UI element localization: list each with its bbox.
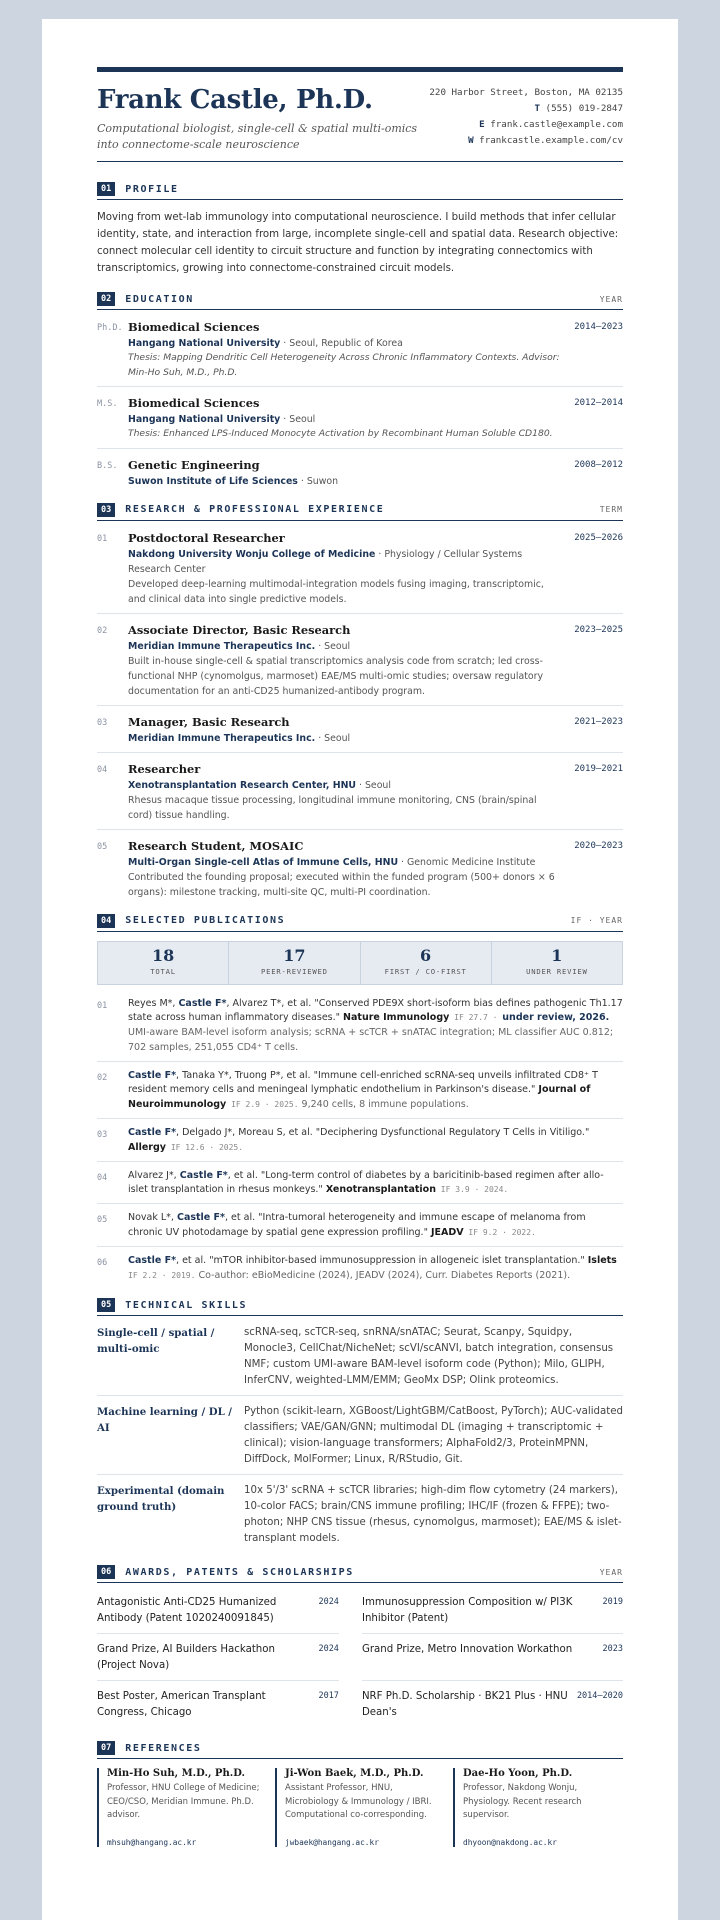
experience-entry <box>97 838 623 906</box>
entry-body <box>128 622 563 699</box>
education-entry <box>97 395 623 449</box>
skill-items: Python (scikit-learn, XGBoost/LightGBM/CatBoost, PyTorch); AUC-validated classifiers; VAE/GAN/GNN; multimodal DL (imaging + transcriptomic + clinical); vision-language transformers; AlphaFold2/3, ProteinMPNN, DiffDock, MolFormer; Linux, R/RStudio, Git. <box>244 1406 623 1466</box>
paper-title: "Deciphering Dysfunctional Regulatory T Cells in Vitiligo." <box>315 1127 590 1139</box>
organization-name: Meridian Immune Therapeutics Inc. <box>128 640 316 652</box>
entry-body <box>128 530 563 607</box>
profile-text: Moving from wet-lab immunology into computational neuroscience. I build methods that infer cellular identity, state, and interaction from large, incomplete single-cell and spatial data. Research objective: connect molecular cell identity to circuit structure and function by integrating connectomics with transcriptomics, growing into connectome-constrained circuit models. <box>97 212 619 274</box>
publication-stat <box>361 942 492 984</box>
tagline: Computational biologist, single-cell & spatial multi-omics into connectome-scale neuroscience <box>97 122 418 151</box>
section-number: 02 <box>97 292 115 306</box>
entry-index: 04 <box>97 1172 108 1183</box>
entry-index: 05 <box>97 841 108 852</box>
entry-index: 02 <box>97 625 108 636</box>
publication-note: 9,240 cells, 8 immune populations. <box>298 1099 469 1111</box>
degree-label: Ph.D. <box>97 323 123 333</box>
education-entry <box>97 457 623 495</box>
experience-entry <box>97 530 623 614</box>
organization-dept: · Seoul <box>315 732 351 744</box>
stat-value: 6 <box>420 945 432 965</box>
date-range: 2025–2026 <box>574 532 623 543</box>
citation <box>128 1254 623 1284</box>
organization-line <box>128 731 563 746</box>
publication-entry <box>97 1126 623 1162</box>
paper-title: "Immune cell-enriched scRNA-seq unveils infiltrated CD8⁺ T resident memory cells and meningeal lymphatic endothelium in Parkinson's disease." <box>128 1069 598 1096</box>
author-highlight: Castle F* <box>128 1069 177 1081</box>
degree-label: M.S. <box>97 399 118 409</box>
education-section <box>97 292 623 495</box>
entry-index: 05 <box>97 1215 108 1226</box>
authors-after: , et al. <box>227 1169 261 1181</box>
skills-list <box>97 1325 623 1553</box>
date-range: 2014–2023 <box>574 322 623 332</box>
email-link[interactable]: frank.castle@example.com <box>490 119 623 130</box>
resume-content <box>97 67 623 1847</box>
award-name: Antagonistic Anti-CD25 Humanized Antibody (Patent 1020240091845) <box>97 1597 277 1625</box>
references-section <box>97 1741 623 1847</box>
award-item <box>97 1686 339 1728</box>
award-year: 2024 <box>318 1644 339 1655</box>
paper-title: "Intra-tumoral heterogeneity and immune escape of melanoma from chronic UV photodamage by spatial gene expression profiling." <box>128 1212 586 1239</box>
job-title: Researcher <box>128 761 201 776</box>
reference-role: Professor, HNU College of Medicine; CEO/CSO, Meridian Immune. Ph.D. advisor. <box>107 1783 260 1821</box>
publication-entry <box>97 1254 623 1289</box>
section-header <box>97 1741 623 1759</box>
website-link[interactable]: frankcastle.example.com/cv <box>479 135 623 146</box>
authors-before: Reyes M*, <box>128 997 179 1009</box>
award-name: Best Poster, American Transplant Congress, Chicago <box>97 1691 266 1719</box>
contact-block <box>429 85 623 161</box>
skill-category: Experimental (domain ground truth) <box>97 1485 225 1514</box>
award-item <box>362 1639 623 1681</box>
organization-name: Multi-Organ Single-cell Atlas of Immune Cells, HNU <box>128 856 399 868</box>
institution-location: · Seoul <box>280 414 316 425</box>
web-label: W <box>468 135 474 146</box>
impact-factor-year: IF 12.6 · 2025. <box>166 1142 244 1152</box>
citation <box>128 1169 623 1199</box>
organization-line <box>128 547 563 577</box>
section-title: REFERENCES <box>125 1742 202 1754</box>
award-name: Immunosuppression Composition w/ PI3K Inhibitor (Patent) <box>361 1597 573 1625</box>
references-list <box>97 1768 623 1847</box>
section-header <box>97 292 623 310</box>
entry-body <box>128 319 563 380</box>
email-line <box>429 117 623 133</box>
skills-section <box>97 1298 623 1553</box>
award-item <box>362 1686 623 1728</box>
phone-label: T <box>534 103 540 114</box>
stat-label: UNDER REVIEW <box>526 966 588 976</box>
author-highlight: Castle F* <box>128 1127 177 1139</box>
institution-line <box>128 474 563 489</box>
entry-index: 03 <box>97 1130 108 1141</box>
skill-items: 10x 5'/3' scRNA + scTCR libraries; high-dim flow cytometry (24 markers), 10-color FACS; brain/CNS immune profiling; IHC/IF (frozen & FFPE); two-photon; NHP CNS tissue (rhesus, cynomolgus, marmoset); EAE/MS & islet-transplant models. <box>244 1485 622 1545</box>
stat-value: 1 <box>551 945 563 965</box>
publication-stat <box>229 942 360 984</box>
impact-factor-year: IF 27.7 · <box>449 1013 503 1023</box>
section-title: PROFILE <box>125 183 179 195</box>
experience-section <box>97 503 623 906</box>
publication-entry <box>97 1211 623 1247</box>
entry-index: 06 <box>97 1257 108 1268</box>
address: 220 Harbor Street, Boston, MA 02135 <box>429 87 623 98</box>
impact-factor-year: IF 2.2 · 2019. <box>128 1270 196 1280</box>
section-title: SELECTED PUBLICATIONS <box>125 915 286 926</box>
institution-line <box>128 336 563 351</box>
experience-entry <box>97 761 623 830</box>
resume-page <box>42 19 678 1920</box>
paper-title: "mTOR inhibitor-based immunosuppression in allogeneic islet transplantation." <box>209 1254 588 1266</box>
section-header <box>97 182 623 200</box>
education-list <box>97 319 623 495</box>
skill-row <box>97 1325 623 1396</box>
section-column-label: YEAR <box>599 1567 623 1577</box>
award-year: 2017 <box>318 1691 339 1702</box>
entry-body <box>128 714 563 746</box>
section-number: 06 <box>97 1565 115 1579</box>
stat-label: FIRST / CO-FIRST <box>384 966 467 976</box>
author-highlight: Castle F* <box>178 997 227 1009</box>
job-description: Developed deep-learning multimodal-integration models fusing imaging, transcriptomic, and clinical data into single predictive models. <box>128 578 544 605</box>
publication-status: under review, 2026. <box>502 1012 610 1024</box>
publication-stat <box>492 942 622 984</box>
field-of-study: Genetic Engineering <box>128 457 260 472</box>
top-rule <box>97 67 623 72</box>
institution-name: Suwon Institute of Life Sciences <box>128 475 298 487</box>
skill-row <box>97 1483 623 1553</box>
reference-name: Dae-Ho Yoon, Ph.D. <box>463 1768 573 1780</box>
author-highlight: Castle F* <box>128 1254 177 1266</box>
entry-index: 01 <box>97 533 108 544</box>
organization-name: Nakdong University Wonju College of Medicine <box>128 548 376 560</box>
job-title: Postdoctoral Researcher <box>128 530 285 545</box>
institution-line <box>128 412 563 427</box>
award-item <box>97 1592 339 1634</box>
award-name: Grand Prize, Metro Innovation Workathon <box>361 1644 573 1656</box>
authors-before: Alvarez J*, <box>128 1169 180 1181</box>
reference-email[interactable]: mhsuh@hangang.ac.kr <box>107 1838 197 1848</box>
citation <box>128 1126 623 1156</box>
publication-entry <box>97 997 623 1062</box>
section-column-label: YEAR <box>599 294 623 304</box>
experience-entry <box>97 714 623 753</box>
institution-name: Hangang National University <box>128 414 281 425</box>
publication-stats <box>97 941 623 985</box>
reference-card <box>453 1768 623 1847</box>
job-title: Research Student, MOSAIC <box>128 838 304 853</box>
entry-index: 04 <box>97 764 108 775</box>
reference-card <box>275 1768 445 1847</box>
skill-category: Machine learning / DL / AI <box>97 1406 232 1435</box>
journal-name: JEADV <box>430 1227 464 1239</box>
entry-body <box>128 457 563 489</box>
organization-dept: · Seoul <box>315 640 351 652</box>
organization-line <box>128 855 563 870</box>
reference-name: Ji-Won Baek, M.D., Ph.D. <box>285 1768 424 1780</box>
skill-category: Single-cell / spatial / multi-omic <box>97 1327 215 1356</box>
award-year: 2019 <box>602 1597 623 1608</box>
authors-after: , et al. <box>225 1212 259 1224</box>
journal-name: Nature Immunology <box>343 1012 450 1024</box>
entry-body <box>128 761 563 823</box>
date-range: 2008–2012 <box>574 459 623 470</box>
date-range: 2020–2023 <box>574 840 623 851</box>
organization-name: Xenotransplantation Research Center, HNU <box>128 779 357 791</box>
paper-title: "Long-term control of diabetes by a baricitinib-based regimen after allo-islet transplantation in rhesus monkeys." <box>128 1169 604 1196</box>
organization-dept: · Physiology / Cellular Systems Research Center <box>128 548 523 575</box>
date-range: 2023–2025 <box>574 624 623 635</box>
organization-line <box>128 639 563 654</box>
award-year: 2023 <box>602 1644 623 1655</box>
section-header <box>97 914 623 932</box>
authors-after: , Alvarez T*, et al. <box>226 997 315 1009</box>
thesis-text: Thesis: Enhanced LPS-Induced Monocyte Activation by Recombinant Human Soluble CD180. <box>128 428 553 439</box>
web-line <box>429 133 623 149</box>
section-number: 07 <box>97 1741 115 1755</box>
citation <box>128 1069 623 1113</box>
section-number: 03 <box>97 503 115 517</box>
reference-email[interactable]: dhyoon@nakdong.ac.kr <box>463 1838 557 1848</box>
section-number: 05 <box>97 1298 115 1312</box>
publication-list <box>97 997 623 1289</box>
award-year: 2024 <box>318 1597 339 1608</box>
journal-name: Journal of Neuroimmunology <box>128 1084 591 1111</box>
job-description: Built in-house single-cell & spatial transcriptomics analysis code from scratch; led cross-functional NHP (cynomolgus, marmoset) EAE/MS multi-omic studies; oversaw regulatory documentation for an anti-CD25 humanized-antibody program. <box>128 655 544 697</box>
section-column-label: TERM <box>599 505 623 514</box>
identity-block <box>97 82 427 161</box>
authors-after: , et al. <box>176 1254 210 1266</box>
candidate-name: Frank Castle, Ph.D. <box>97 85 373 115</box>
publication-entry <box>97 1169 623 1205</box>
reference-name: Min-Ho Suh, M.D., Ph.D. <box>107 1768 245 1780</box>
award-item <box>97 1639 339 1681</box>
award-name: Grand Prize, AI Builders Hackathon (Project Nova) <box>97 1644 275 1672</box>
stat-value: 17 <box>283 945 306 965</box>
section-header <box>97 1565 623 1583</box>
skill-items: scRNA-seq, scTCR-seq, snRNA/snATAC; Seurat, Scanpy, Squidpy, Monocle3, CellChat/NicheNet; scVI/scANVI, batch integration, consensus NMF; custom UMI-aware BAM-level isoform code (Python); Milo, GLIPH, InferCNV, weighted-LMM/EMM; GeoMx DSP; Olink proteomics. <box>244 1327 614 1387</box>
experience-list <box>97 530 623 906</box>
authors-after: , Tanaka Y*, Truong P*, et al. <box>176 1069 314 1081</box>
profile-section <box>97 182 623 277</box>
phone-line <box>429 101 623 117</box>
entry-body <box>128 838 563 900</box>
institution-location: · Suwon <box>297 475 339 487</box>
institution-location: · Seoul, Republic of Korea <box>280 338 403 349</box>
publication-note: Co-author: eBioMedicine (2024), JEADV (2024), Curr. Diabetes Reports (2021). <box>195 1269 571 1281</box>
job-description: Contributed the founding proposal; executed within the funded program (500+ donors × 6 organs): milestone tracking, multi-site QC, multi-PI coordination. <box>128 871 555 898</box>
section-title: TECHNICAL SKILLS <box>125 1299 248 1311</box>
reference-card <box>97 1768 267 1847</box>
date-range: 2012–2014 <box>574 398 623 408</box>
entry-index: 01 <box>97 1000 108 1011</box>
institution-name: Hangang National University <box>128 338 281 349</box>
author-highlight: Castle F* <box>179 1169 228 1181</box>
awards-grid <box>97 1592 623 1733</box>
resume-header <box>97 82 623 162</box>
organization-name: Meridian Immune Therapeutics Inc. <box>128 732 316 744</box>
organization-line <box>128 778 563 793</box>
journal-name: Islets <box>587 1254 617 1266</box>
section-title: AWARDS, PATENTS & SCHOLARSHIPS <box>125 1566 354 1578</box>
field-of-study: Biomedical Sciences <box>128 396 260 410</box>
job-title: Associate Director, Basic Research <box>128 622 351 637</box>
degree-label: B.S. <box>97 460 118 471</box>
section-header <box>97 503 623 521</box>
journal-name: Xenotransplantation <box>325 1184 436 1196</box>
awards-section <box>97 1565 623 1733</box>
impact-factor-year: IF 2.9 · 2025. <box>226 1100 299 1110</box>
publication-note: UMI-aware BAM-level isoform analysis; scRNA + scTCR + snATAC integration; ML classifier AUC 0.812; 702 samples, 251,055 CD4⁺ T cells. <box>128 1027 614 1053</box>
authors-after: , Delgado J*, Moreau S, et al. <box>176 1127 316 1139</box>
experience-entry <box>97 622 623 706</box>
organization-dept: · Seoul <box>356 779 391 791</box>
job-title: Manager, Basic Research <box>128 714 290 729</box>
section-title: EDUCATION <box>125 293 194 305</box>
stat-value: 18 <box>151 945 175 965</box>
publication-entry <box>97 1069 623 1119</box>
impact-factor-year: IF 3.9 · 2024. <box>435 1185 509 1195</box>
section-number: 01 <box>97 182 115 196</box>
award-year: 2014–2020 <box>576 1691 623 1702</box>
authors-before: Novak L*, <box>128 1212 177 1224</box>
date-range: 2021–2023 <box>574 716 623 727</box>
entry-body <box>128 395 563 442</box>
entry-index: 03 <box>97 717 108 728</box>
stat-label: PEER-REVIEWED <box>261 966 328 976</box>
citation <box>128 997 623 1056</box>
email-label: E <box>479 119 485 130</box>
journal-name: Allergy <box>128 1141 166 1153</box>
skill-row <box>97 1404 623 1475</box>
entry-index: 02 <box>97 1072 108 1083</box>
thesis-text: Thesis: Mapping Dendritic Cell Heterogeneity Across Chronic Inflammatory Contexts. Advisor: Min-Ho Suh, M.D., Ph.D. <box>128 352 560 378</box>
paper-title: "Conserved PDE9X short-isoform bias defines pathogenic Th1.17 state across human inflammatory diseases." <box>128 997 623 1024</box>
section-title: RESEARCH & PROFESSIONAL EXPERIENCE <box>125 504 385 515</box>
education-entry <box>97 319 623 387</box>
impact-factor-year: IF 9.2 · 2022. <box>463 1228 536 1238</box>
award-item <box>362 1592 623 1634</box>
citation <box>128 1211 623 1241</box>
phone[interactable]: (555) 019-2847 <box>545 103 623 114</box>
field-of-study: Biomedical Sciences <box>128 320 260 334</box>
job-description: Rhesus macaque tissue processing, longitudinal immune monitoring, CNS (brain/spinal cord) tissue handling. <box>128 794 537 821</box>
organization-dept: · Genomic Medicine Institute <box>398 856 536 868</box>
publications-section <box>97 914 623 1289</box>
reference-role: Assistant Professor, HNU, Microbiology & Immunology / IBRI. Computational co-corresponding. <box>285 1783 432 1821</box>
section-column-label: IF · YEAR <box>570 916 623 925</box>
section-header <box>97 1298 623 1316</box>
reference-email[interactable]: jwbaek@hangang.ac.kr <box>285 1838 379 1848</box>
date-range: 2019–2021 <box>574 763 623 774</box>
stat-label: TOTAL <box>150 966 176 976</box>
section-number: 04 <box>97 914 115 928</box>
author-highlight: Castle F* <box>176 1212 226 1224</box>
award-name: NRF Ph.D. Scholarship · BK21 Plus · HNU Dean's <box>361 1691 568 1719</box>
reference-role: Professor, Nakdong Wonju, Physiology. Recent research supervisor. <box>463 1783 582 1821</box>
publication-stat <box>98 942 229 984</box>
